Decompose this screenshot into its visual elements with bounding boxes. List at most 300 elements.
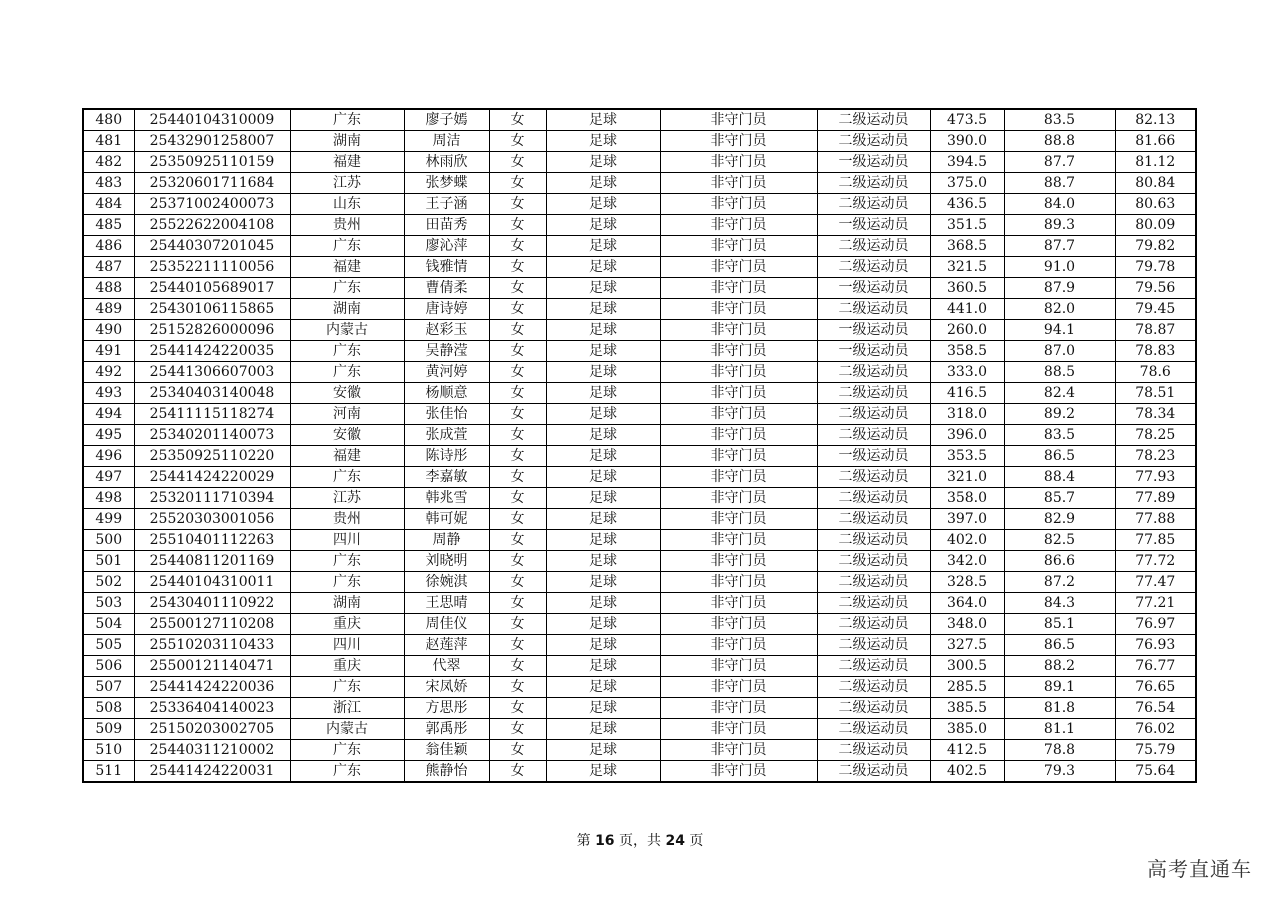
cell-exam-id: 25350925110159 (134, 152, 290, 173)
cell-score-b: 81.1 (1004, 719, 1115, 740)
cell-province: 四川 (290, 635, 404, 656)
cell-athlete-level: 二级运动员 (817, 383, 930, 404)
cell-exam-id: 25336404140023 (134, 698, 290, 719)
cell-score-a: 342.0 (930, 551, 1004, 572)
cell-rank: 487 (83, 257, 134, 278)
cell-rank: 497 (83, 467, 134, 488)
cell-score-a: 358.0 (930, 488, 1004, 509)
cell-total-score: 79.78 (1115, 257, 1196, 278)
cell-exam-id: 25520303001056 (134, 509, 290, 530)
cell-total-score: 77.89 (1115, 488, 1196, 509)
results-table (82, 108, 1197, 783)
cell-sport: 足球 (546, 362, 660, 383)
cell-position: 非守门员 (660, 761, 817, 783)
cell-name: 林雨欣 (404, 152, 489, 173)
cell-sport: 足球 (546, 593, 660, 614)
cell-athlete-level: 二级运动员 (817, 173, 930, 194)
cell-sport: 足球 (546, 320, 660, 341)
cell-sport: 足球 (546, 425, 660, 446)
cell-athlete-level: 二级运动员 (817, 593, 930, 614)
table-row (83, 551, 1196, 572)
cell-rank: 508 (83, 698, 134, 719)
table-row (83, 467, 1196, 488)
cell-sport: 足球 (546, 635, 660, 656)
cell-rank: 498 (83, 488, 134, 509)
table-body (83, 109, 1196, 782)
cell-sport: 足球 (546, 740, 660, 761)
cell-gender: 女 (489, 593, 546, 614)
cell-athlete-level: 二级运动员 (817, 236, 930, 257)
cell-rank: 505 (83, 635, 134, 656)
cell-rank: 485 (83, 215, 134, 236)
cell-score-b: 79.3 (1004, 761, 1115, 783)
cell-total-score: 77.47 (1115, 572, 1196, 593)
cell-exam-id: 25430106115865 (134, 299, 290, 320)
cell-rank: 481 (83, 131, 134, 152)
cell-position: 非守门员 (660, 530, 817, 551)
cell-score-b: 89.3 (1004, 215, 1115, 236)
cell-gender: 女 (489, 215, 546, 236)
cell-province: 湖南 (290, 299, 404, 320)
cell-exam-id: 25441424220036 (134, 677, 290, 698)
cell-province: 重庆 (290, 656, 404, 677)
cell-province: 广东 (290, 572, 404, 593)
cell-total-score: 78.87 (1115, 320, 1196, 341)
table-row (83, 614, 1196, 635)
cell-gender: 女 (489, 362, 546, 383)
cell-exam-id: 25440307201045 (134, 236, 290, 257)
cell-athlete-level: 二级运动员 (817, 109, 930, 131)
cell-gender: 女 (489, 278, 546, 299)
cell-rank: 507 (83, 677, 134, 698)
cell-exam-id: 25411115118274 (134, 404, 290, 425)
cell-gender: 女 (489, 404, 546, 425)
cell-sport: 足球 (546, 446, 660, 467)
cell-athlete-level: 二级运动员 (817, 698, 930, 719)
cell-name: 李嘉敏 (404, 467, 489, 488)
cell-sport: 足球 (546, 173, 660, 194)
cell-athlete-level: 一级运动员 (817, 278, 930, 299)
cell-score-b: 88.7 (1004, 173, 1115, 194)
cell-gender: 女 (489, 194, 546, 215)
cell-score-b: 86.6 (1004, 551, 1115, 572)
table-row (83, 719, 1196, 740)
cell-province: 安徽 (290, 425, 404, 446)
cell-exam-id: 25432901258007 (134, 131, 290, 152)
cell-province: 福建 (290, 152, 404, 173)
footer-prefix: 第 (576, 833, 596, 849)
cell-province: 贵州 (290, 215, 404, 236)
cell-gender: 女 (489, 572, 546, 593)
cell-exam-id: 25441424220035 (134, 341, 290, 362)
cell-total-score: 81.12 (1115, 152, 1196, 173)
cell-gender: 女 (489, 152, 546, 173)
cell-rank: 502 (83, 572, 134, 593)
cell-position: 非守门员 (660, 467, 817, 488)
cell-sport: 足球 (546, 236, 660, 257)
cell-rank: 494 (83, 404, 134, 425)
cell-score-a: 351.5 (930, 215, 1004, 236)
cell-sport: 足球 (546, 215, 660, 236)
cell-sport: 足球 (546, 719, 660, 740)
cell-score-b: 82.0 (1004, 299, 1115, 320)
cell-athlete-level: 二级运动员 (817, 362, 930, 383)
cell-score-a: 412.5 (930, 740, 1004, 761)
cell-athlete-level: 二级运动员 (817, 488, 930, 509)
cell-position: 非守门员 (660, 299, 817, 320)
cell-rank: 501 (83, 551, 134, 572)
cell-athlete-level: 二级运动员 (817, 530, 930, 551)
cell-position: 非守门员 (660, 131, 817, 152)
cell-name: 刘晓明 (404, 551, 489, 572)
cell-athlete-level: 一级运动员 (817, 152, 930, 173)
cell-sport: 足球 (546, 509, 660, 530)
table-row (83, 257, 1196, 278)
cell-exam-id: 25441424220031 (134, 761, 290, 783)
cell-rank: 500 (83, 530, 134, 551)
cell-province: 重庆 (290, 614, 404, 635)
cell-province: 江苏 (290, 173, 404, 194)
cell-province: 湖南 (290, 131, 404, 152)
cell-rank: 496 (83, 446, 134, 467)
cell-total-score: 77.85 (1115, 530, 1196, 551)
cell-sport: 足球 (546, 341, 660, 362)
table-row (83, 131, 1196, 152)
cell-score-a: 394.5 (930, 152, 1004, 173)
cell-total-score: 78.25 (1115, 425, 1196, 446)
cell-rank: 492 (83, 362, 134, 383)
cell-sport: 足球 (546, 257, 660, 278)
cell-position: 非守门员 (660, 383, 817, 404)
cell-name: 吴静滢 (404, 341, 489, 362)
cell-score-a: 390.0 (930, 131, 1004, 152)
cell-position: 非守门员 (660, 362, 817, 383)
cell-exam-id: 25440311210002 (134, 740, 290, 761)
page-footer (0, 830, 1280, 850)
cell-exam-id: 25352211110056 (134, 257, 290, 278)
cell-total-score: 76.65 (1115, 677, 1196, 698)
cell-score-a: 360.5 (930, 278, 1004, 299)
cell-position: 非守门员 (660, 572, 817, 593)
cell-province: 广东 (290, 341, 404, 362)
cell-name: 周静 (404, 530, 489, 551)
cell-score-b: 94.1 (1004, 320, 1115, 341)
table-row (83, 761, 1196, 783)
cell-position: 非守门员 (660, 740, 817, 761)
cell-score-b: 82.4 (1004, 383, 1115, 404)
table-row (83, 341, 1196, 362)
cell-total-score: 78.34 (1115, 404, 1196, 425)
cell-total-score: 80.09 (1115, 215, 1196, 236)
cell-province: 广东 (290, 551, 404, 572)
cell-rank: 509 (83, 719, 134, 740)
table-row (83, 299, 1196, 320)
cell-position: 非守门员 (660, 278, 817, 299)
cell-exam-id: 25441306607003 (134, 362, 290, 383)
cell-total-score: 76.93 (1115, 635, 1196, 656)
cell-sport: 足球 (546, 383, 660, 404)
cell-score-a: 321.5 (930, 257, 1004, 278)
cell-score-a: 300.5 (930, 656, 1004, 677)
cell-province: 安徽 (290, 383, 404, 404)
cell-athlete-level: 二级运动员 (817, 509, 930, 530)
cell-score-a: 368.5 (930, 236, 1004, 257)
cell-sport: 足球 (546, 677, 660, 698)
cell-total-score: 77.72 (1115, 551, 1196, 572)
cell-total-score: 80.84 (1115, 173, 1196, 194)
cell-athlete-level: 二级运动员 (817, 719, 930, 740)
cell-name: 韩可妮 (404, 509, 489, 530)
cell-exam-id: 25440105689017 (134, 278, 290, 299)
cell-name: 田苗秀 (404, 215, 489, 236)
table-row (83, 194, 1196, 215)
cell-province: 福建 (290, 257, 404, 278)
current-page-number: 16 (595, 833, 615, 849)
cell-rank: 495 (83, 425, 134, 446)
cell-score-a: 364.0 (930, 593, 1004, 614)
cell-sport: 足球 (546, 278, 660, 299)
cell-athlete-level: 一级运动员 (817, 215, 930, 236)
cell-athlete-level: 一级运动员 (817, 446, 930, 467)
cell-score-a: 416.5 (930, 383, 1004, 404)
cell-name: 方思彤 (404, 698, 489, 719)
cell-score-a: 397.0 (930, 509, 1004, 530)
table-row (83, 677, 1196, 698)
cell-score-a: 375.0 (930, 173, 1004, 194)
cell-sport: 足球 (546, 467, 660, 488)
cell-athlete-level: 二级运动员 (817, 257, 930, 278)
cell-gender: 女 (489, 761, 546, 783)
cell-exam-id: 25440104310011 (134, 572, 290, 593)
cell-position: 非守门员 (660, 446, 817, 467)
cell-name: 宋凤娇 (404, 677, 489, 698)
cell-position: 非守门员 (660, 194, 817, 215)
cell-total-score: 78.23 (1115, 446, 1196, 467)
cell-score-a: 285.5 (930, 677, 1004, 698)
cell-position: 非守门员 (660, 614, 817, 635)
cell-exam-id: 25441424220029 (134, 467, 290, 488)
cell-province: 贵州 (290, 509, 404, 530)
cell-sport: 足球 (546, 572, 660, 593)
cell-rank: 490 (83, 320, 134, 341)
cell-total-score: 81.66 (1115, 131, 1196, 152)
table-row (83, 593, 1196, 614)
cell-sport: 足球 (546, 761, 660, 783)
cell-province: 内蒙古 (290, 320, 404, 341)
cell-position: 非守门员 (660, 257, 817, 278)
cell-gender: 女 (489, 530, 546, 551)
cell-total-score: 76.97 (1115, 614, 1196, 635)
cell-exam-id: 25440811201169 (134, 551, 290, 572)
cell-total-score: 82.13 (1115, 109, 1196, 131)
cell-athlete-level: 二级运动员 (817, 572, 930, 593)
cell-rank: 510 (83, 740, 134, 761)
cell-sport: 足球 (546, 530, 660, 551)
cell-score-b: 84.3 (1004, 593, 1115, 614)
cell-score-a: 385.5 (930, 698, 1004, 719)
cell-position: 非守门员 (660, 215, 817, 236)
cell-score-b: 85.7 (1004, 488, 1115, 509)
cell-exam-id: 25371002400073 (134, 194, 290, 215)
cell-gender: 女 (489, 677, 546, 698)
cell-score-b: 86.5 (1004, 635, 1115, 656)
cell-sport: 足球 (546, 109, 660, 131)
cell-gender: 女 (489, 236, 546, 257)
cell-province: 广东 (290, 677, 404, 698)
cell-name: 曹倩柔 (404, 278, 489, 299)
cell-score-b: 85.1 (1004, 614, 1115, 635)
cell-position: 非守门员 (660, 152, 817, 173)
cell-sport: 足球 (546, 194, 660, 215)
cell-name: 王子涵 (404, 194, 489, 215)
cell-name: 张梦蝶 (404, 173, 489, 194)
table-row (83, 320, 1196, 341)
cell-name: 陈诗彤 (404, 446, 489, 467)
cell-name: 周洁 (404, 131, 489, 152)
cell-total-score: 78.51 (1115, 383, 1196, 404)
cell-rank: 482 (83, 152, 134, 173)
table-row (83, 362, 1196, 383)
cell-province: 广东 (290, 362, 404, 383)
cell-position: 非守门员 (660, 509, 817, 530)
cell-athlete-level: 二级运动员 (817, 740, 930, 761)
cell-score-a: 353.5 (930, 446, 1004, 467)
table-row (83, 656, 1196, 677)
cell-position: 非守门员 (660, 404, 817, 425)
cell-athlete-level: 二级运动员 (817, 131, 930, 152)
table-row (83, 509, 1196, 530)
cell-name: 徐婉淇 (404, 572, 489, 593)
cell-exam-id: 25350925110220 (134, 446, 290, 467)
cell-rank: 488 (83, 278, 134, 299)
cell-athlete-level: 二级运动员 (817, 614, 930, 635)
cell-score-b: 86.5 (1004, 446, 1115, 467)
cell-gender: 女 (489, 425, 546, 446)
cell-score-a: 473.5 (930, 109, 1004, 131)
cell-total-score: 79.82 (1115, 236, 1196, 257)
cell-score-a: 402.0 (930, 530, 1004, 551)
cell-score-b: 88.2 (1004, 656, 1115, 677)
cell-score-a: 348.0 (930, 614, 1004, 635)
table-row (83, 215, 1196, 236)
cell-score-b: 87.2 (1004, 572, 1115, 593)
total-pages-number: 24 (665, 833, 685, 849)
cell-score-a: 436.5 (930, 194, 1004, 215)
table-row (83, 530, 1196, 551)
cell-gender: 女 (489, 109, 546, 131)
cell-score-b: 89.1 (1004, 677, 1115, 698)
table-row (83, 488, 1196, 509)
cell-score-b: 82.9 (1004, 509, 1115, 530)
cell-exam-id: 25500121140471 (134, 656, 290, 677)
cell-score-b: 81.8 (1004, 698, 1115, 719)
cell-rank: 480 (83, 109, 134, 131)
cell-position: 非守门员 (660, 488, 817, 509)
cell-gender: 女 (489, 740, 546, 761)
cell-athlete-level: 一级运动员 (817, 320, 930, 341)
cell-rank: 506 (83, 656, 134, 677)
cell-sport: 足球 (546, 698, 660, 719)
cell-athlete-level: 二级运动员 (817, 425, 930, 446)
table-row (83, 404, 1196, 425)
footer-middle: 页，共 (614, 833, 666, 849)
cell-rank: 504 (83, 614, 134, 635)
watermark-text: 高考直通车 (1147, 857, 1252, 881)
table-row (83, 173, 1196, 194)
cell-position: 非守门员 (660, 677, 817, 698)
table-row (83, 383, 1196, 404)
cell-province: 四川 (290, 530, 404, 551)
cell-score-b: 91.0 (1004, 257, 1115, 278)
cell-name: 王思晴 (404, 593, 489, 614)
cell-exam-id: 25522622004108 (134, 215, 290, 236)
cell-total-score: 79.45 (1115, 299, 1196, 320)
cell-position: 非守门员 (660, 635, 817, 656)
cell-total-score: 78.83 (1115, 341, 1196, 362)
cell-sport: 足球 (546, 152, 660, 173)
cell-total-score: 77.93 (1115, 467, 1196, 488)
cell-sport: 足球 (546, 551, 660, 572)
cell-gender: 女 (489, 509, 546, 530)
cell-name: 翁佳颖 (404, 740, 489, 761)
cell-athlete-level: 二级运动员 (817, 467, 930, 488)
cell-province: 广东 (290, 109, 404, 131)
cell-sport: 足球 (546, 614, 660, 635)
cell-position: 非守门员 (660, 109, 817, 131)
cell-exam-id: 25320601711684 (134, 173, 290, 194)
cell-score-a: 441.0 (930, 299, 1004, 320)
cell-position: 非守门员 (660, 719, 817, 740)
table-row (83, 425, 1196, 446)
cell-name: 张佳怡 (404, 404, 489, 425)
cell-name: 韩兆雪 (404, 488, 489, 509)
cell-rank: 493 (83, 383, 134, 404)
cell-province: 广东 (290, 278, 404, 299)
cell-athlete-level: 二级运动员 (817, 656, 930, 677)
cell-score-b: 87.7 (1004, 236, 1115, 257)
cell-score-a: 396.0 (930, 425, 1004, 446)
cell-total-score: 79.56 (1115, 278, 1196, 299)
table-row (83, 236, 1196, 257)
cell-rank: 484 (83, 194, 134, 215)
cell-position: 非守门员 (660, 593, 817, 614)
cell-score-b: 84.0 (1004, 194, 1115, 215)
cell-gender: 女 (489, 131, 546, 152)
cell-athlete-level: 二级运动员 (817, 299, 930, 320)
cell-name: 熊静怡 (404, 761, 489, 783)
cell-score-a: 318.0 (930, 404, 1004, 425)
cell-score-b: 82.5 (1004, 530, 1115, 551)
cell-name: 郭禹彤 (404, 719, 489, 740)
cell-score-a: 328.5 (930, 572, 1004, 593)
cell-province: 广东 (290, 236, 404, 257)
cell-total-score: 77.21 (1115, 593, 1196, 614)
cell-score-b: 89.2 (1004, 404, 1115, 425)
cell-name: 赵彩玉 (404, 320, 489, 341)
cell-province: 山东 (290, 194, 404, 215)
cell-score-a: 260.0 (930, 320, 1004, 341)
cell-position: 非守门员 (660, 236, 817, 257)
cell-score-b: 87.9 (1004, 278, 1115, 299)
cell-exam-id: 25430401110922 (134, 593, 290, 614)
cell-score-b: 78.8 (1004, 740, 1115, 761)
cell-total-score: 76.02 (1115, 719, 1196, 740)
cell-sport: 足球 (546, 299, 660, 320)
cell-position: 非守门员 (660, 551, 817, 572)
cell-gender: 女 (489, 719, 546, 740)
cell-score-b: 83.5 (1004, 109, 1115, 131)
cell-province: 福建 (290, 446, 404, 467)
